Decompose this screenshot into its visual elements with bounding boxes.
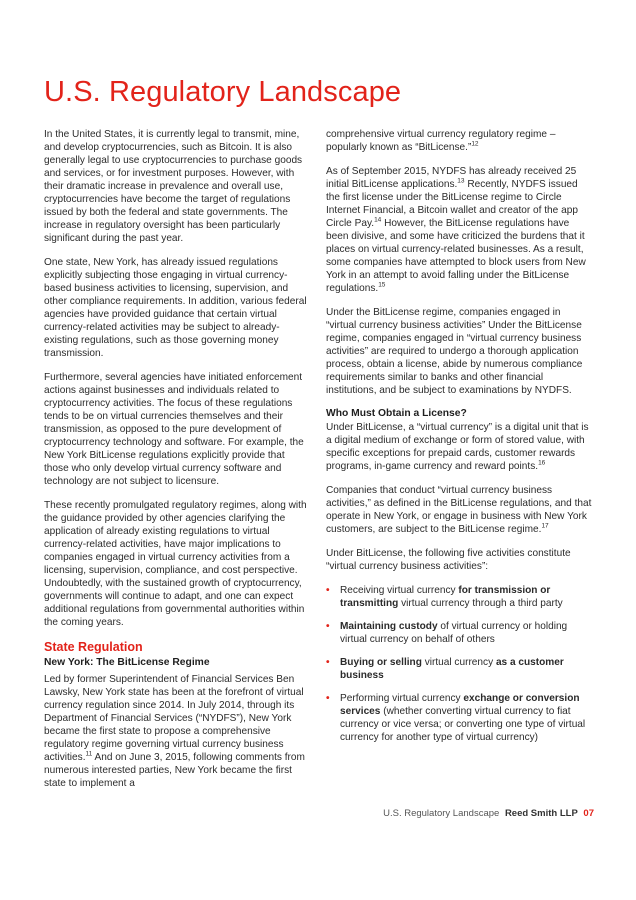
list-item-text: virtual currency through a third party	[398, 598, 563, 609]
page-footer	[383, 808, 594, 819]
list-item-emphasis: for transmission or transmitting	[340, 585, 551, 609]
paragraph: In the United States, it is currently legal to transmit, mine, and develop cryptocurrencies, such as Bitcoin. It is also generally legal to use cryptocurrencies to purchase goods and services, or for investment purposes. However, with their dramatic increase in prevalence and overall use, cryptocurrencies have become the target of regulations issued by both the federal and state governments. The increase in regulatory oversight has been particularly significant during the past year.	[44, 129, 303, 244]
page-number: 07	[583, 808, 594, 819]
paragraph-text: comprehensive virtual currency regulatory regime – popularly known as “BitLicense.”	[326, 129, 556, 153]
list-item-emphasis: exchange or conversion services	[340, 693, 580, 717]
sub-heading-bitlicense-regime: New York: The BitLicense Regime	[44, 657, 210, 668]
footnote-ref[interactable]: 17	[541, 522, 549, 530]
paragraph-text: Led by former Superintendent of Financial Services Ben Lawsky, New York state has been at the forefront of virtual currency regulation since 2014. In July 2014, through its Department of Financial Services (“NYDFS”), New York became the first state to propose a comprehensive regulatory regime governing virtual currency business activities.	[44, 674, 304, 763]
bullet-icon: •	[326, 693, 330, 704]
footnote-ref[interactable]: 16	[538, 459, 546, 467]
list-item	[326, 692, 592, 744]
bullet-icon: •	[326, 585, 330, 596]
list-item-emphasis: as a customer business	[340, 657, 564, 681]
footnote-ref[interactable]: 15	[378, 281, 386, 289]
paragraph: Under the BitLicense regime, companies engaged in “virtual currency business activities” Under the BitLicense regime, companies engaged in “virtual currency business activities” are required to undergo a thorough application process, obtain a license, abide by numerous compliance requirements similar to banks and other financial institutions, and be subject to examinations by NYDFS.	[326, 307, 583, 396]
sub-heading-who-must-obtain: Who Must Obtain a License?	[326, 408, 467, 419]
paragraph	[326, 421, 592, 473]
footnote-ref[interactable]: 14	[374, 216, 382, 224]
footnote-ref[interactable]: 12	[471, 140, 479, 148]
list-item-emphasis: Maintaining custody	[340, 621, 438, 632]
paragraph	[326, 484, 592, 536]
right-column	[326, 128, 592, 754]
paragraph-text: Recently, NYDFS issued the first license under the BitLicense regime to Circle Internet Financial, a Bitcoin wallet and creator of the app Circle Pay.	[326, 179, 578, 229]
paragraph: Furthermore, several agencies have initiated enforcement actions against businesses and individuals related to cryptocurrency activities. The focus of these regulations tends to be on virtual currencies themselves and their transmission, as opposed to the pure development of cryptocurrency technology and software. For example, the New York BitLicense regulations explicitly provide that those who only develop virtual currency software and technology are not subject to licensure.	[44, 372, 304, 487]
footer-firm-name: Reed Smith LLP	[504, 808, 578, 819]
page-title: U.S. Regulatory Landscape	[44, 76, 402, 108]
section-heading-state-regulation: State Regulation	[44, 640, 143, 654]
footnote-ref[interactable]: 11	[85, 750, 93, 758]
list-item-text: (whether converting virtual currency to fiat currency or vice versa; or converting one type of virtual currency for another type of virtual currency)	[340, 706, 586, 743]
paragraph: One state, New York, has already issued regulations explicitly subjecting those engaging in virtual currency-based business activities to licensing, supervision, and other compliance requirements. In addition, various federal agencies have provided guidance that certain virtual currency-related activities may be subject to already-existing regulations, such as those governing money transmission.	[44, 257, 307, 359]
footer-section-title: U.S. Regulatory Landscape	[383, 808, 500, 819]
paragraph-text: Companies that conduct “virtual currency business activities,” as defined in the BitLicense regulations, and that operate in New York, or engage in business with New York customers, are subject to the BitLicense regime.	[326, 485, 592, 535]
left-column	[44, 128, 310, 801]
list-item	[326, 584, 592, 610]
list-item-emphasis: Buying or selling	[340, 657, 422, 668]
list-item	[326, 656, 592, 682]
paragraph-text: However, the BitLicense regulations have been divisive, and some have criticized the burdens that it places on virtual currency-related businesses. As a result, some companies have attempted to block users from New York in an attempt to avoid falling under the BitLicense regulations.	[326, 218, 586, 294]
paragraph	[326, 165, 592, 295]
bullet-icon: •	[326, 657, 330, 668]
paragraph: These recently promulgated regulatory regimes, along with the guidance provided by other agencies clarifying the application of already existing regulations to virtual currency-related activities, have major implications to companies engaged in virtual currency activities from a licensing, supervision, compliance, and cost perspective. Undoubtedly, with the sustained growth of cryptocurrency, governments will continue to adapt, and one can expect additional regulations from governmental authorities within the coming years.	[44, 500, 307, 628]
list-item	[326, 620, 592, 646]
paragraph-text: As of September 2015, NYDFS has already received 25 initial BitLicense applications.	[326, 166, 577, 190]
paragraph-text: Under BitLicense, a “virtual currency” is a digital unit that is a digital medium of exchange or form of stored value, with specific exceptions for prepaid cards, customer rewards programs, in-game currency and reward points.	[326, 422, 589, 472]
bullet-icon: •	[326, 621, 330, 632]
activities-list	[326, 584, 592, 744]
list-item-text: Performing virtual currency	[340, 693, 464, 704]
list-item-text: virtual currency	[421, 657, 496, 668]
footnote-ref[interactable]: 13	[457, 177, 465, 185]
paragraph: Under BitLicense, the following five activities constitute “virtual currency business activities”:	[326, 548, 571, 572]
paragraph	[326, 128, 592, 154]
list-item-text: of virtual currency or holding virtual currency on behalf of others	[340, 621, 568, 645]
paragraph-text: And on June 3, 2015, following comments from numerous interested parties, New York became the first state to implement a	[44, 752, 305, 789]
list-item-text: Receiving virtual currency	[340, 585, 459, 596]
paragraph	[44, 673, 310, 790]
